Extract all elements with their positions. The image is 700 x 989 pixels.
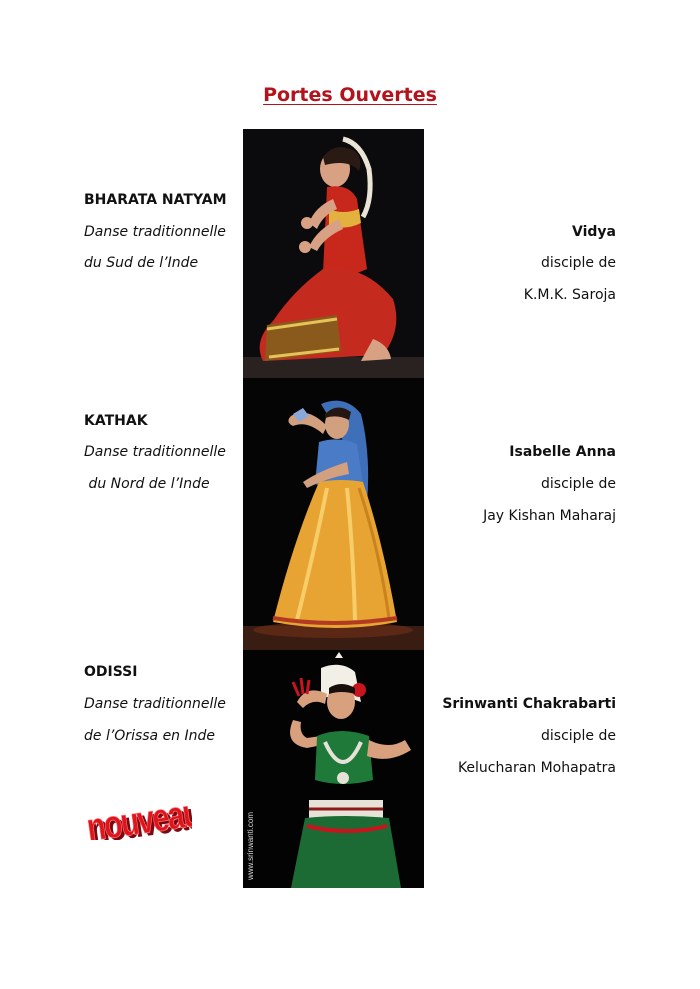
badge-shadow: nouveau [87, 793, 192, 840]
dance-name-bharata-natyam: BHARATA NATYAM [84, 192, 227, 208]
teacher-name: Jay Kishan Maharaj [483, 508, 616, 524]
dance-description-line2: du Nord de l’Inde [84, 476, 210, 492]
dance-description-line2: de l’Orissa en Inde [84, 728, 216, 744]
dance-name-odissi: ODISSI [84, 664, 138, 680]
nouveau-badge [82, 788, 192, 840]
badge-text: nouveau [84, 791, 192, 840]
artist-name: Vidya [572, 224, 616, 240]
disciple-label: disciple de [541, 255, 616, 271]
dance-name-kathak: KATHAK [84, 413, 148, 429]
photo-odissi-dancer [243, 650, 424, 888]
disciple-label: disciple de [541, 728, 616, 744]
dance-description-line2: du Sud de l’Inde [84, 255, 199, 271]
dance-description-line1: Danse traditionnelle [84, 224, 226, 240]
artist-name: Isabelle Anna [509, 444, 616, 460]
teacher-name: K.M.K. Saroja [523, 287, 616, 303]
photo-credit: www.srinwanti.com [246, 811, 255, 880]
dance-description-line1: Danse traditionnelle [84, 696, 226, 712]
artist-name: Srinwanti Chakrabarti [442, 696, 616, 712]
teacher-name: Kelucharan Mohapatra [457, 760, 616, 776]
disciple-label: disciple de [541, 476, 616, 492]
photo-kathak-dancer [243, 378, 424, 650]
dance-description-line1: Danse traditionnelle [84, 444, 226, 460]
photo-bharata-natyam-dancer [243, 129, 424, 378]
page-title: Portes Ouvertes [263, 84, 437, 106]
